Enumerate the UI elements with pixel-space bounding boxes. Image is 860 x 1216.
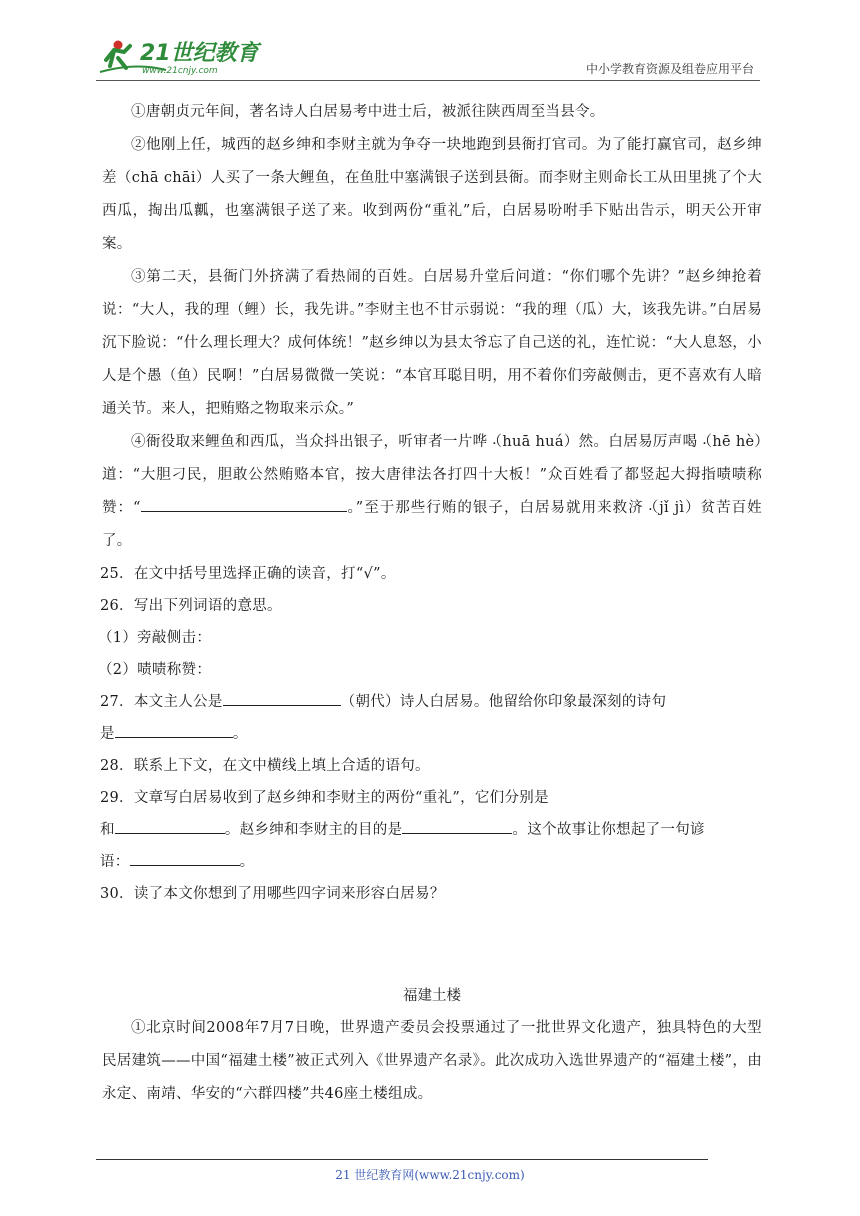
q29-part-e: 语：: [100, 854, 130, 870]
question-28: 28．联系上下文，在文中横线上填上合适的语句。: [100, 758, 430, 774]
p4-part-c: （hē hè）道：“大胆刁民，胆敢公然贿赂本官，按大唐律法各打四十大板！”众百姓看了都竖起大拇指啧啧称赞：“: [102, 434, 762, 516]
question-26-2: （2）啧啧称赞：: [98, 662, 212, 678]
footer-text[interactable]: 21 世纪教育网(www.21cnjy.com): [335, 1168, 525, 1182]
dotted-char-ji: 济 ·: [628, 500, 644, 516]
dotted-char-he: 喝 ·: [683, 434, 698, 450]
p4-part-b: （huā huá）然。白居易厉声: [487, 434, 683, 450]
q29-part-f: 。: [239, 854, 255, 870]
answer-blank-poem[interactable]: [115, 723, 233, 738]
content: [98, 96, 762, 1111]
q29-part-d: 。这个故事让你想起了一句谚: [512, 822, 705, 838]
answer-blank-gift[interactable]: [115, 819, 225, 834]
q27-part-a: 27．本文主人公是: [100, 694, 223, 710]
passage1-para1: ①唐朝贞元年间，著名诗人白居易考中进士后，被派往陕西周至当县令。: [131, 104, 605, 120]
question-30: 30．读了本文你想到了用哪些四字词来形容白居易？: [100, 886, 445, 902]
logo-text: 21世纪教育: [140, 41, 259, 66]
question-26: 26．写出下列词语的意思。: [100, 598, 282, 614]
question-27-cont: [100, 718, 762, 750]
question-26-1: （1）旁敲侧击：: [98, 630, 212, 646]
question-29-cont2: [100, 846, 762, 878]
logo-url: www.21cnjy.com: [142, 66, 218, 76]
passage1-para3: ③第二天，县衙门外挤满了看热闹的百姓。白居易升堂后问道：“你们哪个先讲？”赵乡绅抢着说：“大人，我的理（鲤）长，我先讲。”李财主也不甘示弱说：“我的理（瓜）大，该我先讲。”白居易沉下脸说：“什么理长理大？成何体统！”赵乡绅以为县太爷忘了自己送的礼，连忙说：“大人息怒，小人是个愚（鱼）民啊！”白居易微微一笑说：“本官耳聪目明，用不着你们旁敲侧击，更不喜欢有人暗通关节。来人，把贿赂之物取来示众。”: [102, 269, 762, 417]
passage2-title: 福建土楼: [403, 988, 461, 1004]
p4-part-a: ④衙役取来鲤鱼和西瓜，当众抖出银子，听审者一片: [131, 434, 473, 450]
question-25: 25．在文中括号里选择正确的读音，打“√”。: [100, 566, 396, 582]
footer-divider: [96, 1159, 708, 1160]
dotted-char-hua: 哗 ·: [473, 434, 488, 450]
logo-21cnjy: [96, 36, 266, 78]
q29-part-c: 。赵乡绅和李财主的目的是: [224, 822, 403, 838]
question-29-cont: [100, 814, 762, 846]
header-platform-text: 中小学教育资源及组卷应用平台: [585, 62, 754, 76]
passage2-para1: ①北京时间2008年7月7日晚，世界遗产委员会投票通过了一批世界文化遗产，独具特色的大型民居建筑——中国“福建土楼”被正式列入《世界遗产名录》。此次成功入选世界遗产的“福建土楼”，由永定、南靖、华安的“六群四楼”共46座土楼组成。: [102, 1020, 762, 1102]
q27-part-d: 。: [232, 726, 248, 742]
question-27: [100, 686, 762, 718]
q29-part-b: 和: [100, 822, 115, 838]
answer-blank-dynasty[interactable]: [223, 691, 341, 706]
passage1-para4: [102, 426, 762, 558]
page-header: [96, 36, 760, 81]
passage1-para2: ②他刚上任，城西的赵乡绅和李财主就为争夺一块地跑到县衙打官司。为了能打赢官司，赵乡绅差（chā chāi）人买了一条大鲤鱼，在鱼肚中塞满银子送到县衙。而李财主则命长工从田里挑了个大西瓜，掏出瓜瓤，也塞满银子送了来。收到两份“重礼”后，白居易吩咐手下贴出告示，明天公开审案。: [102, 137, 762, 252]
answer-blank-purpose[interactable]: [402, 819, 512, 834]
answer-blank-proverb[interactable]: [130, 851, 240, 866]
question-29: 29．文章写白居易收到了赵乡绅和李财主的两份“重礼”，它们分别是: [100, 790, 549, 806]
answer-blank-praise[interactable]: [141, 497, 347, 512]
p4-part-e: （jǐ jì）贫苦百姓了。: [102, 500, 762, 549]
q27-part-b: （朝代）诗人白居易。他留给你印象最深刻的诗句: [340, 694, 667, 710]
q27-part-c: 是: [100, 726, 115, 742]
p4-part-d: 。”至于那些行贿的银子，白居易就用来救: [346, 500, 629, 516]
